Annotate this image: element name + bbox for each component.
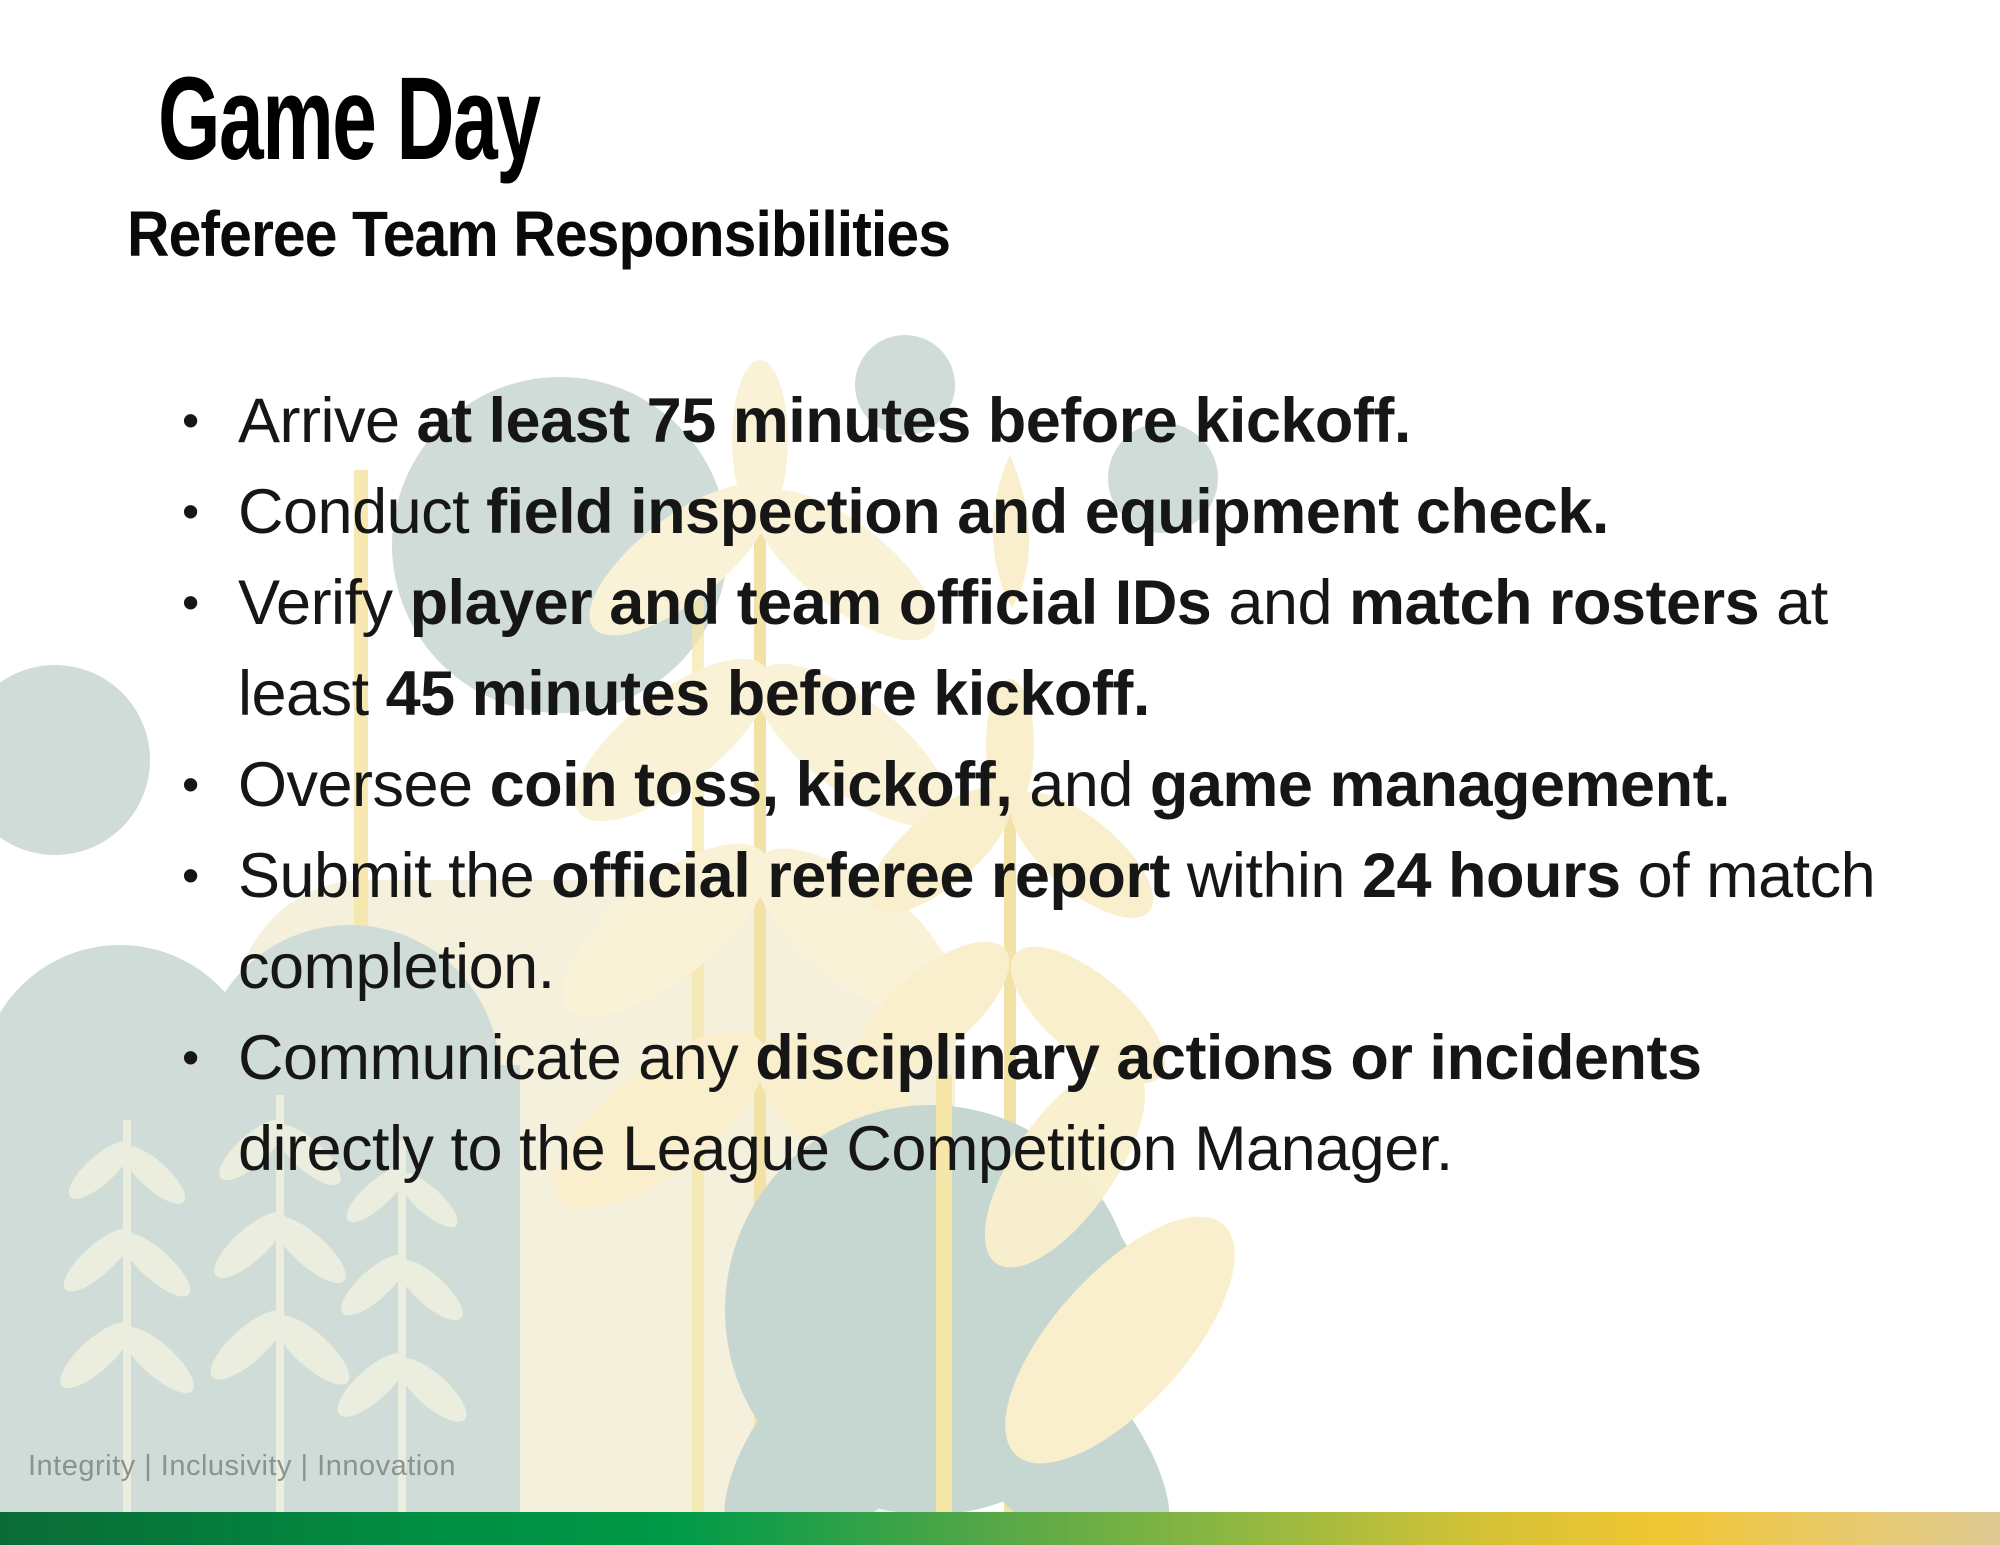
list-item-text: Submit the official referee report within 24 hours of match completion.	[238, 841, 1876, 1002]
bullet-icon: •	[182, 576, 199, 630]
list-item-text: Conduct field inspection and equipment check.	[238, 477, 1609, 547]
bottom-gradient-bar	[0, 1512, 2000, 1545]
list-item	[182, 376, 1897, 467]
list-item	[182, 831, 1897, 1013]
teal-circle	[0, 665, 150, 855]
bullet-list	[182, 376, 1897, 1195]
slide-title: Game Day	[158, 53, 540, 185]
list-item	[182, 467, 1897, 558]
slide-subtitle: Referee Team Responsibilities	[127, 198, 951, 270]
list-item-text: Communicate any disciplinary actions or incidents directly to the League Competition Manager.	[238, 1023, 1702, 1184]
list-item-text: Oversee coin toss, kickoff, and game management.	[238, 750, 1731, 820]
list-item	[182, 558, 1897, 740]
bullet-icon: •	[182, 394, 199, 448]
bullet-icon: •	[182, 485, 199, 539]
bullet-icon: •	[182, 849, 199, 903]
bullet-icon: •	[182, 1031, 199, 1085]
list-item	[182, 1013, 1897, 1195]
footer-motto: Integrity | Inclusivity | Innovation	[28, 1450, 456, 1482]
bullet-icon: •	[182, 758, 199, 812]
list-item	[182, 740, 1897, 831]
list-item-text: Arrive at least 75 minutes before kickoff.	[238, 386, 1411, 456]
list-item-text: Verify player and team official IDs and match rosters at least 45 minutes before kickoff.	[238, 568, 1828, 729]
